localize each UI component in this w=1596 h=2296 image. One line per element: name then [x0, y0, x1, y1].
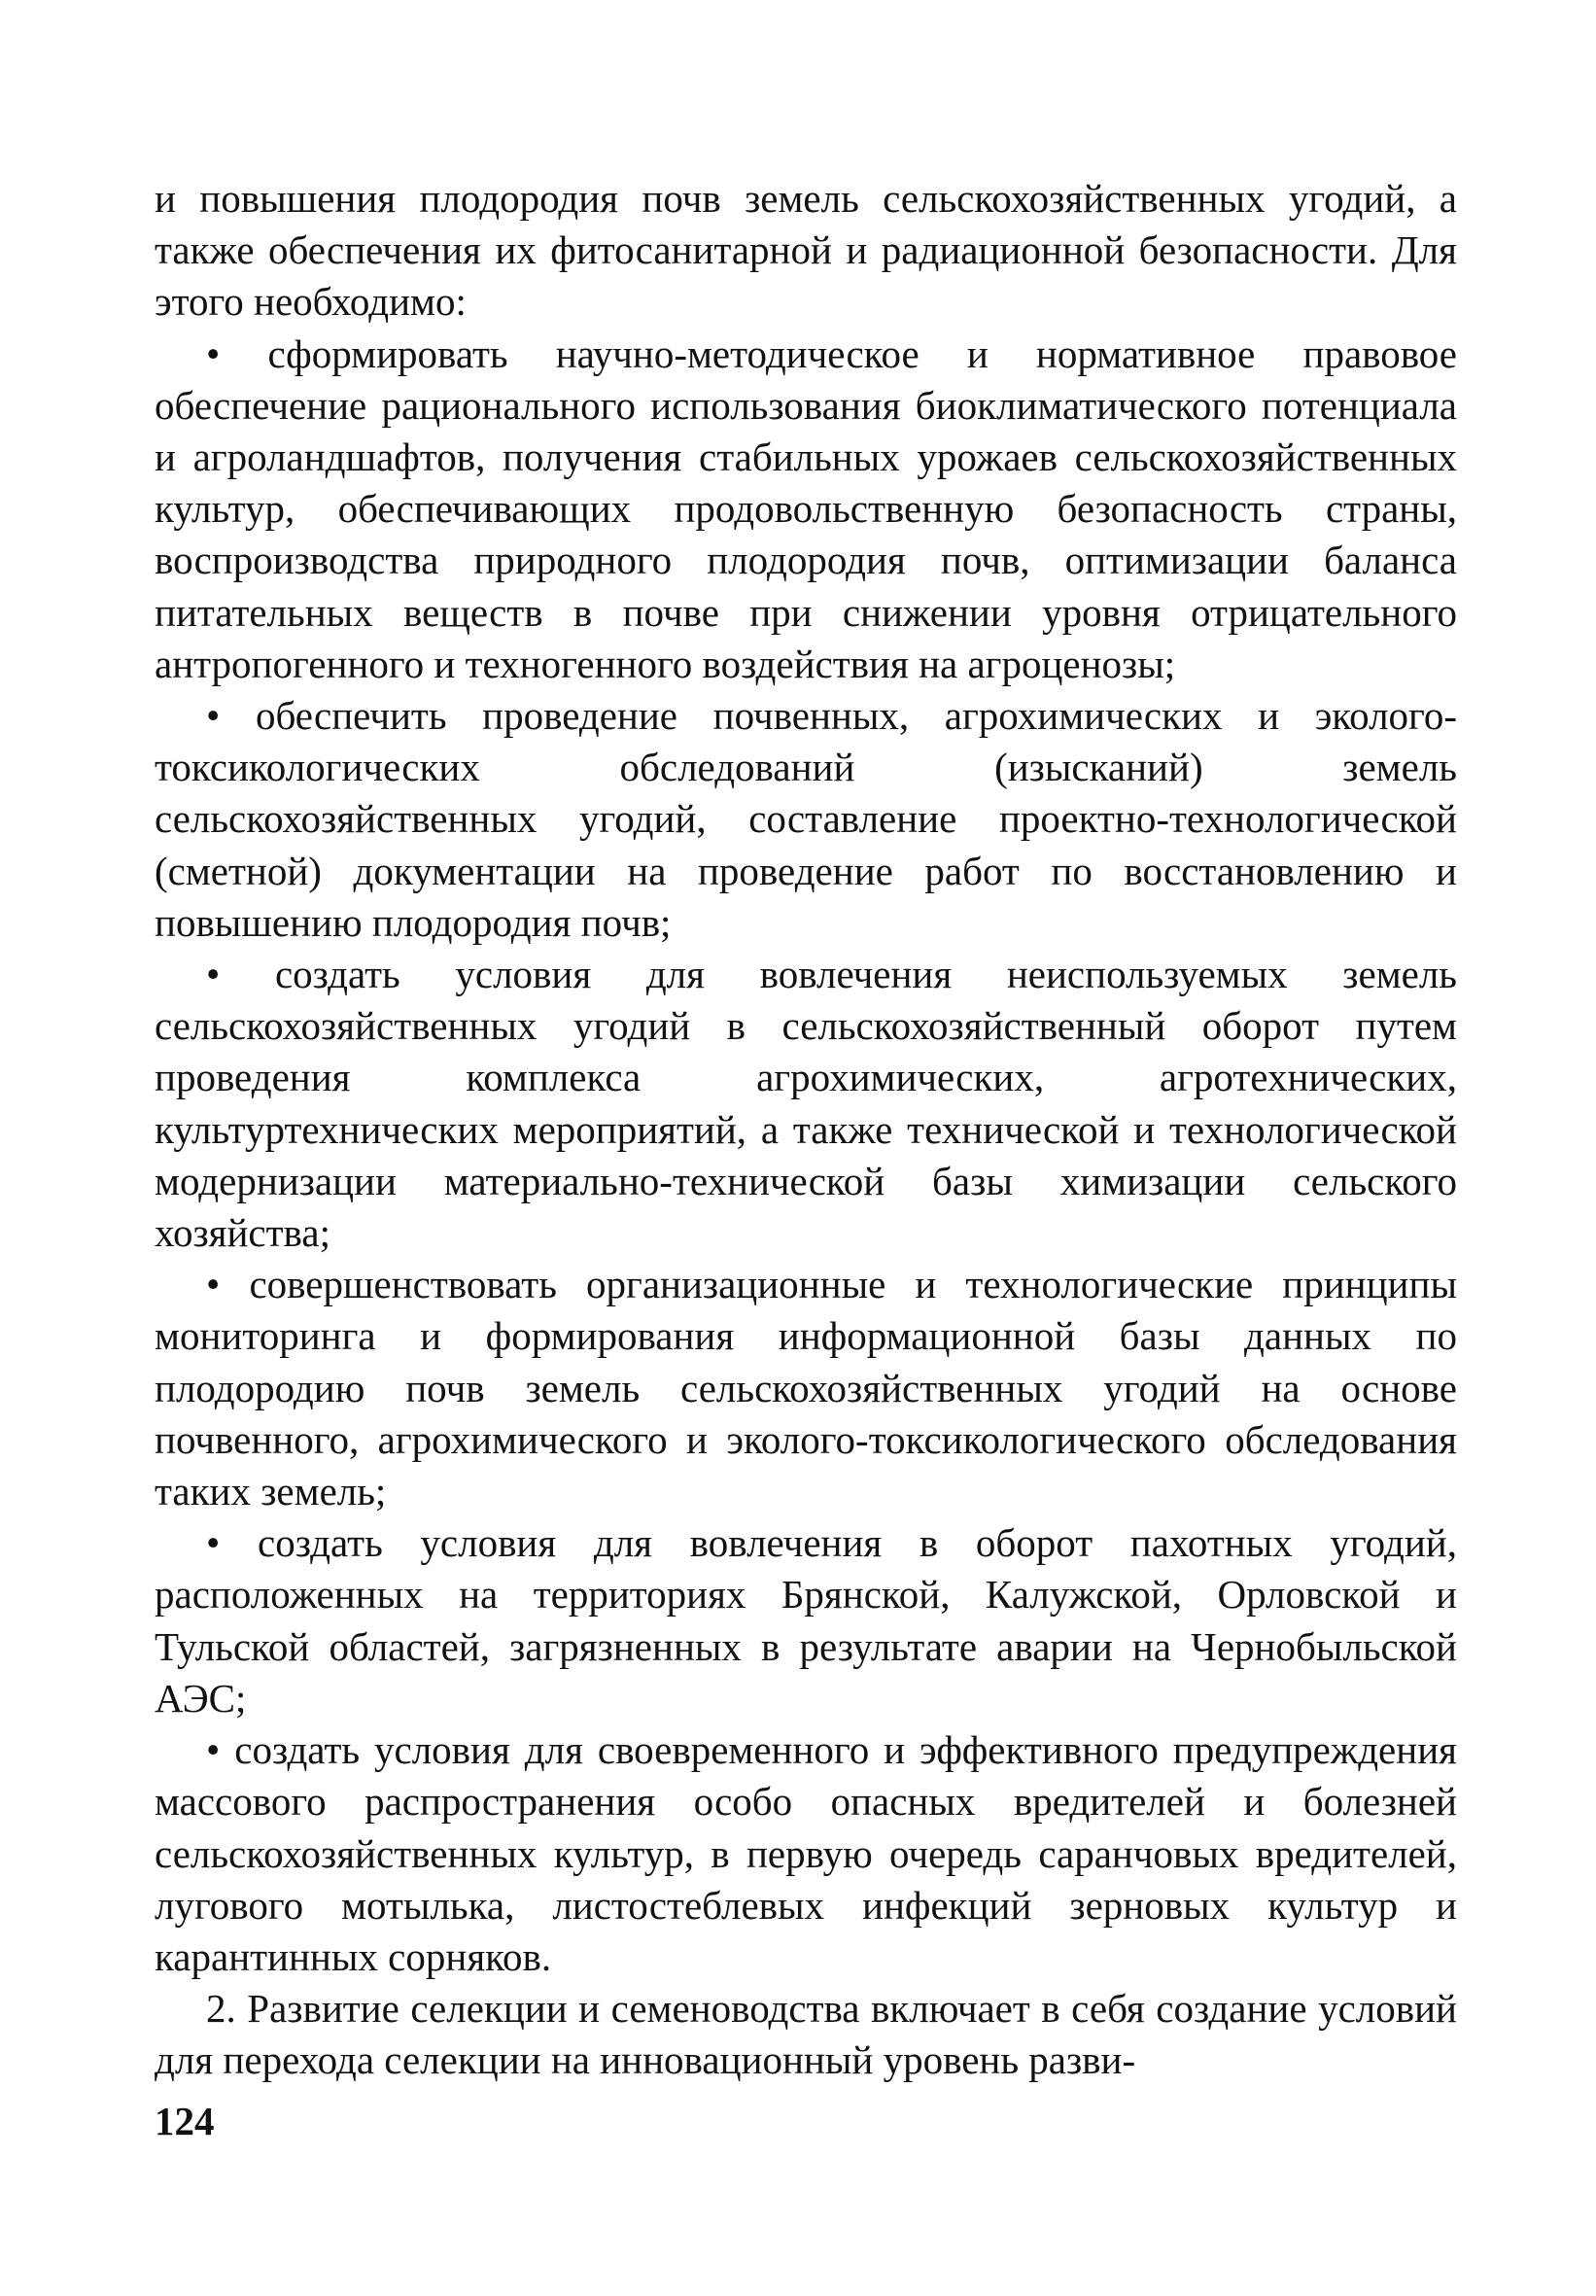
bullet-item-chernobyl: • создать условия для вовлечения в оборот пахотных угодий, расположенных на территориях Брянской, Калужской, Орловской и Тульской областей, загрязненных в результате аварии на Чернобыльской АЭС;	[155, 1520, 1457, 1721]
bullet-item-surveys: • обеспечить проведение почвенных, агрохимических и эколого-токсикологических обследований (изысканий) земель сельскохозяйственных угодий, составление проектно-технологической (сметной) документации на проведение работ по восстановлению и повышению плодородия почв;	[155, 693, 1457, 945]
page-body	[155, 173, 1457, 2087]
bullet-item-methodology: • сформировать научно-методическое и нормативное правовое обеспечение рационального использования биоклиматического потенциала и агроландшафтов, получения стабильных урожаев сельскохозяйственных культур, обеспечивающих продовольственную безопасность страны, воспроизводства природного плодородия почв, оптимизации баланса питательных веществ в почве при снижении уровня отрицательного антропогенного и техногенного воздействия на агроценозы;	[155, 330, 1457, 686]
bullet-item-unused-lands: • создать условия для вовлечения неиспользуемых земель сельскохозяйственных угодий в сельскохозяйственный оборот путем проведения комплекса агрохимических, агротехнических, культуртехнических мероприятий, а также технической и технологической модернизации материально-технической базы химизации сельского хозяйства;	[155, 952, 1457, 1256]
bullet-item-pests: • создать условия для своевременного и эффективного предупреждения массового распространения особо опасных вредителей и болезней сельскохозяйственных культур, в первую очередь саранчовых вредителей, лугового мотылька, листостеблевых инфекций зерновых культур и карантинных сорняков.	[155, 1727, 1457, 1979]
page-number: 124	[155, 2099, 215, 2143]
bullet-item-monitoring: • совершенствовать организационные и технологические принципы мониторинга и формирования информационной базы данных по плодородию почв земель сельскохозяйственных угодий на основе почвенного, агрохимического и эколого-токсикологического обследования таких земель;	[155, 1262, 1457, 1514]
paragraph-selection: 2. Развитие селекции и семеноводства включает в себя создание условий для перехода селекции на инновационный уровень разви-	[155, 1986, 1457, 2083]
paragraph-intro: и повышения плодородия почв земель сельскохозяйственных угодий, а также обеспечения их фитосанитарной и радиационной безопасности. Для этого необходимо:	[155, 176, 1457, 325]
